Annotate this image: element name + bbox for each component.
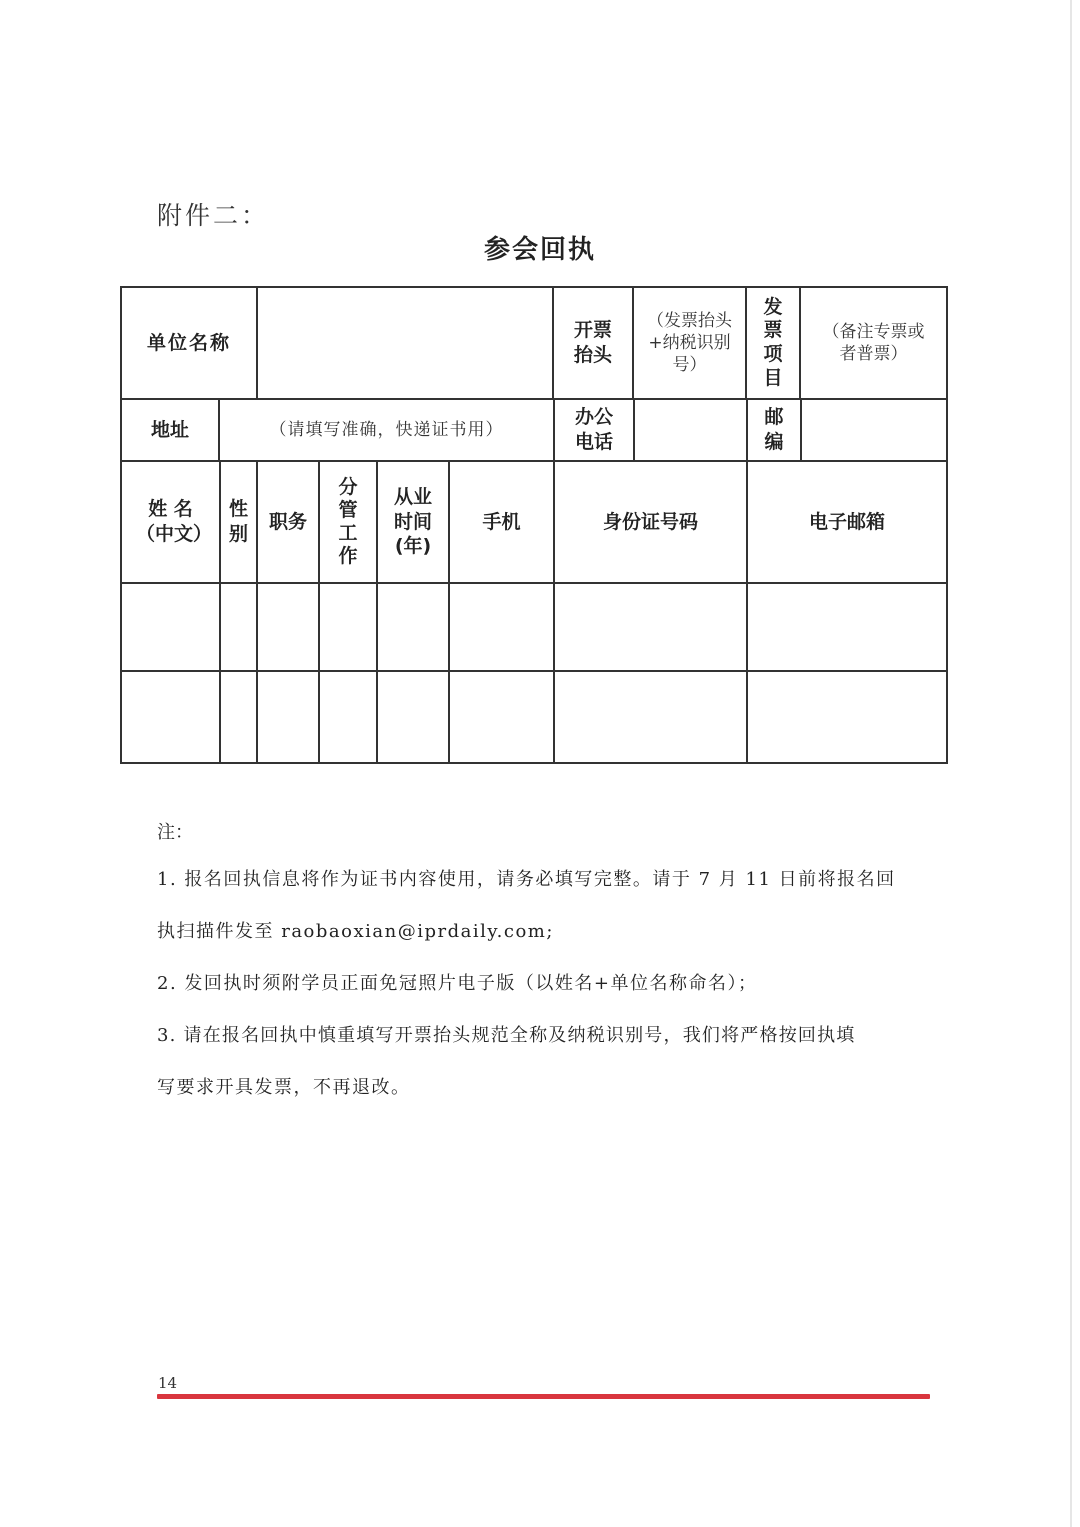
office-phone-field[interactable] [635, 400, 746, 460]
page-number: 14 [158, 1374, 178, 1392]
note-line-2: 执扫描件发至 raobaoxian@iprdaily.com; [157, 921, 554, 942]
column-email: 电子邮箱 [808, 510, 885, 533]
attachment-label: 附件二： [157, 201, 270, 230]
note-line-4: 3. 请在报名回执中慎重填写开票抬头规范全称及纳税识别号，我们将严格按回执填 [157, 1025, 856, 1046]
postcode-field[interactable] [802, 400, 946, 460]
notes-heading: 注： [157, 822, 193, 843]
invoice-item-label: 发票项目 [763, 295, 783, 389]
note-line-3: 2. 发回执时须附学员正面免冠照片电子版（以姓名+单位名称命名）； [157, 973, 758, 994]
column-id-number: 身份证号码 [602, 510, 698, 533]
column-gender: 性别 [229, 498, 249, 545]
column-responsibility: 分管工作 [338, 476, 358, 567]
column-name: 姓 名（中文） [136, 498, 213, 545]
address-label: 地址 [150, 418, 189, 441]
unit-name-field[interactable] [258, 288, 552, 398]
address-field[interactable]: （请填写准确，快递证书用） [269, 419, 504, 440]
footer-red-rule [157, 1394, 930, 1399]
invoice-header-label: 开票抬头 [573, 319, 612, 366]
column-position: 职务 [268, 510, 307, 533]
column-mobile: 手机 [482, 510, 521, 533]
table-line-entry1-bottom [120, 670, 948, 672]
table-line-header-bottom [120, 582, 948, 584]
note-line-5: 写要求开具发票，不再退改。 [157, 1077, 411, 1098]
note-line-1: 1. 报名回执信息将作为证书内容使用，请务必填写完整。请于 7 月 11 日前将报名回 [157, 869, 896, 890]
column-years-experience: 从业时间(年) [394, 485, 433, 558]
office-phone-label: 办公电话 [574, 406, 613, 453]
table-border-right [946, 286, 948, 764]
page-title: 参会回执 [483, 235, 596, 265]
postcode-label: 邮编 [764, 406, 784, 453]
table-border-bottom [120, 762, 948, 764]
invoice-header-field[interactable]: （发票抬头+纳税识别号） [647, 310, 732, 376]
unit-name-label: 单位名称 [146, 331, 231, 354]
invoice-item-field[interactable]: （备注专票或者普票） [822, 321, 925, 364]
